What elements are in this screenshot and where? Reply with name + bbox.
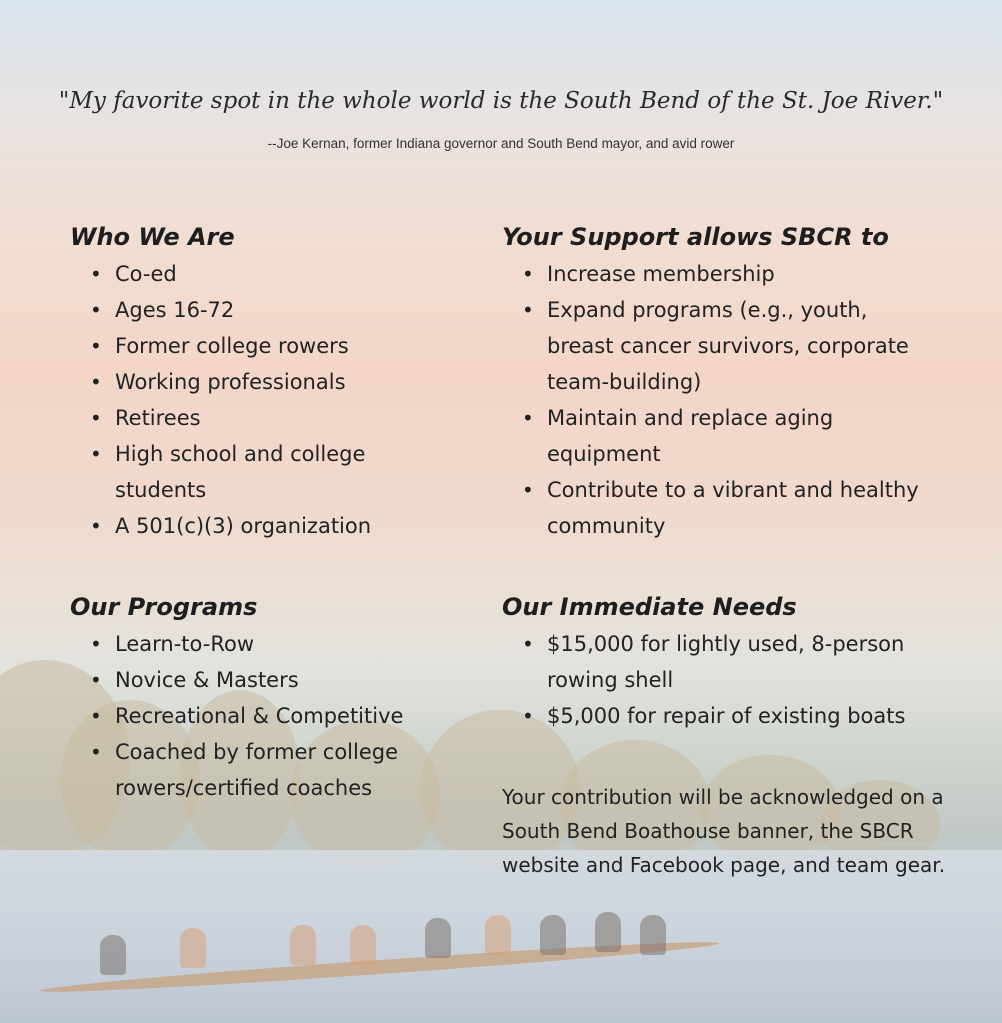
list-item: • Co-ed — [70, 256, 470, 292]
list-item: • Working professionals — [70, 364, 470, 400]
list-item: • Increase membership — [502, 256, 942, 292]
list-item: • Novice & Masters — [70, 662, 490, 698]
quote-text: "My favorite spot in the whole world is the South Bend of the St. Joe River." — [58, 88, 944, 114]
list-item: • $15,000 for lightly used, 8-person rowing shell — [502, 626, 947, 698]
bullet-icon: • — [522, 262, 534, 286]
list-item: • $5,000 for repair of existing boats — [502, 698, 927, 734]
support-heading: Your Support allows SBCR to — [502, 223, 889, 251]
bullet-icon: • — [90, 298, 102, 322]
who-we-are-list — [70, 256, 470, 544]
bullet-icon: • — [522, 298, 534, 322]
needs-section — [502, 592, 952, 734]
list-item: • Coached by former college rowers/certified coaches — [70, 734, 465, 806]
bullet-icon: • — [90, 514, 102, 538]
bullet-icon: • — [522, 704, 534, 728]
bullet-icon: • — [90, 406, 102, 430]
bullet-icon: • — [522, 478, 534, 502]
support-section — [502, 222, 942, 544]
quote-attribution: --Joe Kernan, former Indiana governor and South Bend mayor, and avid rower — [267, 136, 735, 151]
bullet-icon: • — [90, 704, 102, 728]
list-item: • Contribute to a vibrant and healthy community — [502, 472, 927, 544]
bullet-icon: • — [90, 442, 102, 466]
bullet-icon: • — [90, 370, 102, 394]
support-list — [502, 256, 942, 544]
bullet-icon: • — [90, 262, 102, 286]
list-item: • Retirees — [70, 400, 470, 436]
list-item: • Former college rowers — [70, 328, 470, 364]
bullet-icon: • — [90, 632, 102, 656]
bullet-icon: • — [90, 668, 102, 692]
bullet-icon: • — [90, 334, 102, 358]
list-item: • Learn-to-Row — [70, 626, 490, 662]
list-item: • Maintain and replace aging equipment — [502, 400, 937, 472]
list-item: • Recreational & Competitive — [70, 698, 490, 734]
list-item: • High school and college students — [70, 436, 415, 508]
contribution-note: Your contribution will be acknowledged on a South Bend Boathouse banner, the SBCR website and Facebook page, and team gear. — [502, 785, 946, 877]
who-we-are-section — [70, 222, 470, 544]
list-item: • Expand programs (e.g., youth, breast cancer survivors, corporate team-building) — [502, 292, 927, 400]
bullet-icon: • — [522, 406, 534, 430]
who-we-are-heading: Who We Are — [70, 223, 235, 251]
list-item: • Ages 16-72 — [70, 292, 470, 328]
needs-heading: Our Immediate Needs — [502, 593, 797, 621]
needs-list — [502, 626, 952, 734]
programs-heading: Our Programs — [70, 593, 258, 621]
programs-list — [70, 626, 490, 806]
bullet-icon: • — [90, 740, 102, 764]
programs-section — [70, 592, 490, 806]
bullet-icon: • — [522, 632, 534, 656]
list-item: • A 501(c)(3) organization — [70, 508, 470, 544]
